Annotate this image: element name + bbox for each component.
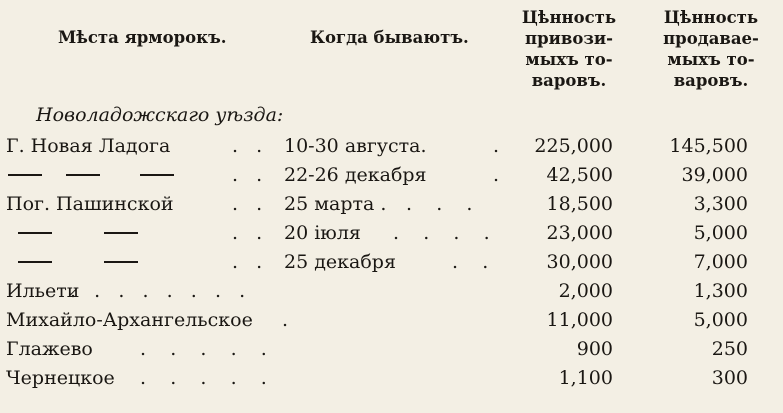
header-when: Когда бываютъ. bbox=[310, 28, 469, 47]
sold-value: 5,000 bbox=[693, 222, 748, 244]
table-row bbox=[0, 161, 783, 189]
sold-value: 250 bbox=[711, 338, 748, 360]
fair-dates: 20 іюля bbox=[284, 222, 361, 244]
imported-value: 42,500 bbox=[546, 164, 613, 186]
leader-dots: . . . . bbox=[393, 222, 490, 244]
fair-dates: 22-26 декабря bbox=[284, 164, 427, 186]
leader-dots: . . bbox=[232, 251, 263, 273]
imported-value: 225,000 bbox=[534, 135, 613, 157]
ditto-mark bbox=[140, 174, 174, 176]
imported-value: 23,000 bbox=[546, 222, 613, 244]
ditto-mark bbox=[8, 174, 42, 176]
imported-value: 2,000 bbox=[558, 280, 613, 302]
ditto-mark bbox=[66, 174, 100, 176]
table-row bbox=[0, 277, 783, 305]
imported-value: 11,000 bbox=[546, 309, 613, 331]
imported-value: 1,100 bbox=[558, 367, 613, 389]
ditto-mark bbox=[18, 261, 52, 263]
place-name: Михайло-Архангельское bbox=[6, 309, 253, 331]
table-row bbox=[0, 248, 783, 276]
header-imported-value: Цѣнность привози- мыхъ то- варовъ. bbox=[521, 8, 617, 90]
sold-value: 1,300 bbox=[693, 280, 748, 302]
place-name: Г. Новая Ладога bbox=[6, 135, 171, 157]
imported-value: 30,000 bbox=[546, 251, 613, 273]
fair-dates: 10-30 августа. bbox=[284, 135, 427, 157]
leader-dots: . . bbox=[452, 251, 489, 273]
ditto-mark bbox=[104, 261, 138, 263]
sold-value: 39,000 bbox=[681, 164, 748, 186]
table-row bbox=[0, 364, 783, 392]
place-name: Глажево bbox=[6, 338, 93, 360]
leader-dots: . . . bbox=[406, 193, 473, 215]
leader-dots: . . bbox=[232, 193, 263, 215]
leader-dots: . . . . . . . . bbox=[70, 280, 246, 302]
table-row bbox=[0, 190, 783, 218]
place-name: Чернецкое bbox=[6, 367, 115, 389]
place-name: Ильети bbox=[6, 280, 80, 302]
sold-value: 300 bbox=[711, 367, 748, 389]
sold-value: 145,500 bbox=[669, 135, 748, 157]
leader-dots: . bbox=[282, 309, 289, 331]
table-row bbox=[0, 335, 783, 363]
sold-value: 5,000 bbox=[693, 309, 748, 331]
fair-dates: 25 марта . bbox=[284, 193, 387, 215]
place-name: Пог. Пашинской bbox=[6, 193, 174, 215]
fair-dates: 25 декабря bbox=[284, 251, 396, 273]
imported-value: 18,500 bbox=[546, 193, 613, 215]
leader-dots: . . . . . bbox=[140, 367, 267, 389]
district-heading: Новоладожскаго уѣзда: bbox=[36, 104, 284, 126]
leader-dots: . bbox=[493, 135, 500, 157]
ditto-mark bbox=[18, 232, 52, 234]
ditto-mark bbox=[104, 232, 138, 234]
leader-dots: . bbox=[493, 164, 500, 186]
header-place: Мѣста ярморокъ. bbox=[58, 28, 227, 47]
sold-value: 7,000 bbox=[693, 251, 748, 273]
table-row bbox=[0, 306, 783, 334]
leader-dots: . . . . . bbox=[140, 338, 267, 360]
leader-dots: . . bbox=[232, 222, 263, 244]
header-sold-value: Цѣнность продавае- мыхъ то- варовъ. bbox=[663, 8, 759, 90]
imported-value: 900 bbox=[576, 338, 613, 360]
sold-value: 3,300 bbox=[693, 193, 748, 215]
table-row bbox=[0, 132, 783, 160]
leader-dots: . . bbox=[232, 164, 263, 186]
table-row bbox=[0, 219, 783, 247]
leader-dots: . . bbox=[232, 135, 263, 157]
